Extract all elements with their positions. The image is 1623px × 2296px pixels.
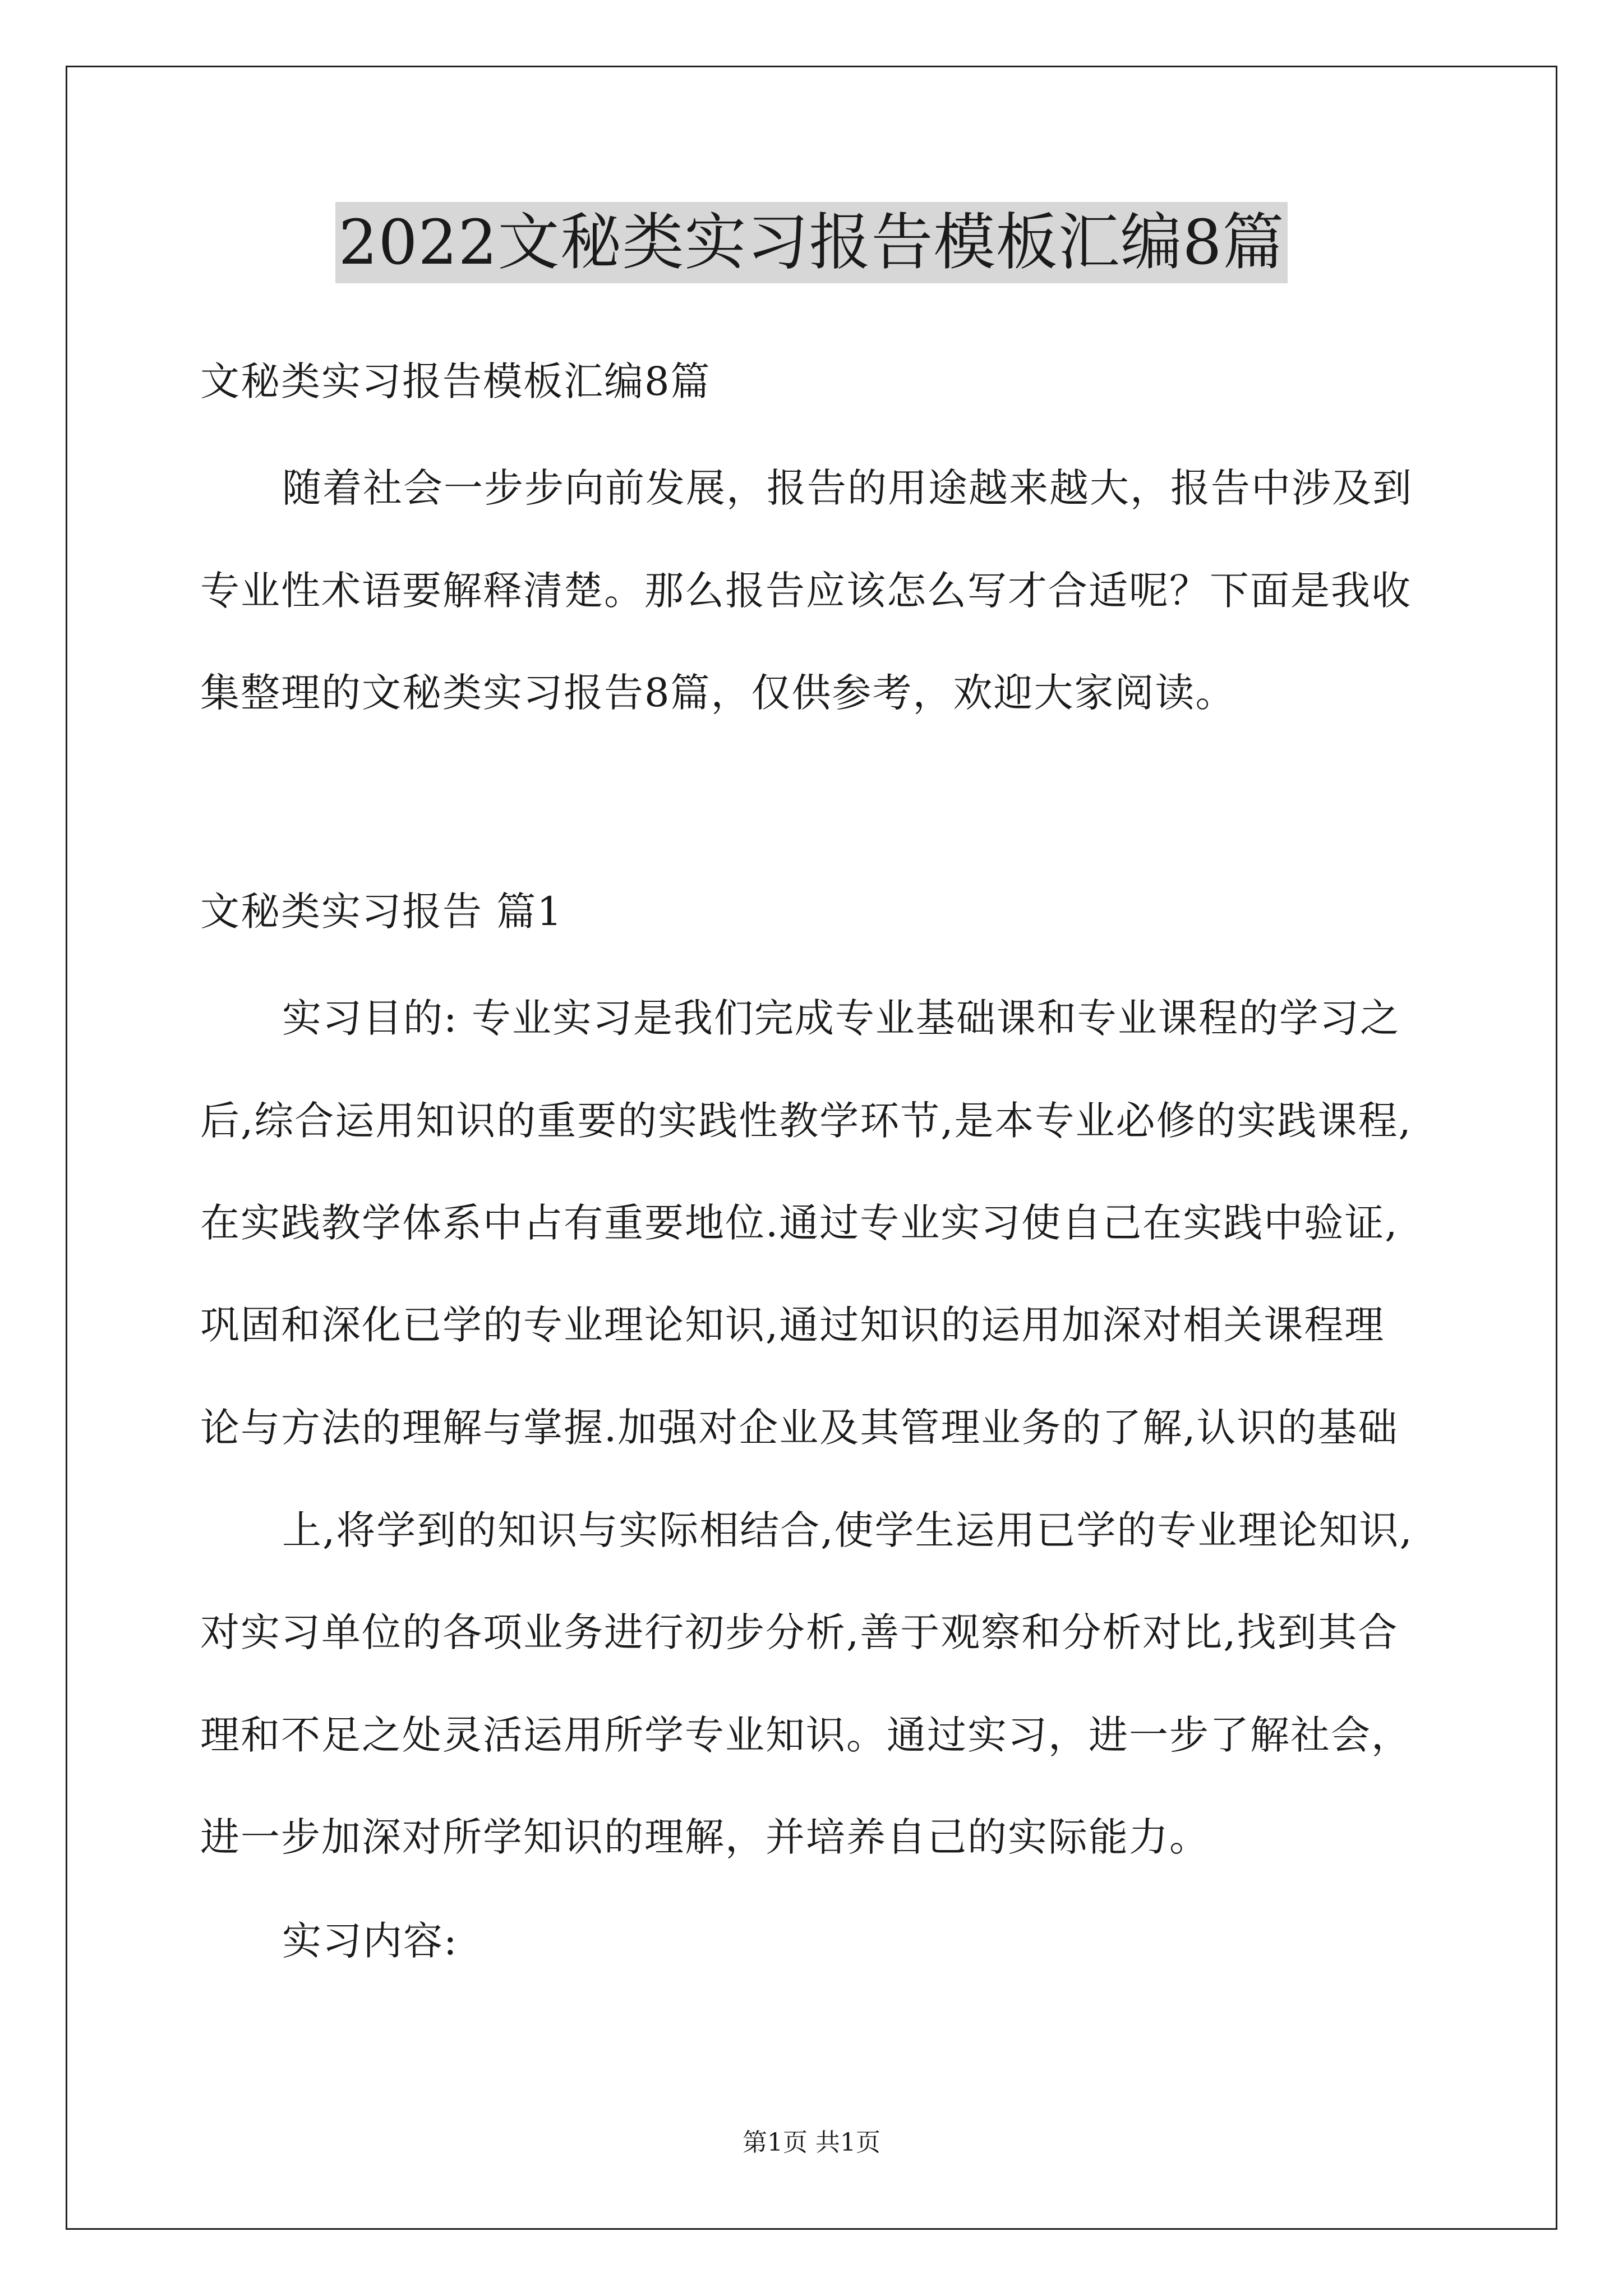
intro-line-2: 专业性术语要解释清楚。那么报告应该怎么写才合适呢？下面是我收	[200, 568, 1412, 614]
purpose-cont-line-1: 上,将学到的知识与实际相结合,使学生运用已学的专业理论知识,	[282, 1507, 1413, 1553]
purpose-line-1: 实习目的: 专业实习是我们完成专业基础课和专业课程的学习之	[282, 995, 1400, 1041]
purpose-line-3: 在实践教学体系中占有重要地位.通过专业实习使自己在实践中验证,	[200, 1200, 1399, 1246]
section-heading: 文秘类实习报告 篇1	[200, 889, 563, 935]
purpose-cont-line-2: 对实习单位的各项业务进行初步分析,善于观察和分析对比,找到其合	[200, 1609, 1399, 1655]
title-container	[0, 202, 1623, 283]
document-title: 2022文秘类实习报告模板汇编8篇	[335, 202, 1288, 283]
intro-line-3: 集整理的文秘类实习报告8篇，仅供参考，欢迎大家阅读。	[200, 670, 1236, 716]
purpose-line-4: 巩固和深化已学的专业理论知识,通过知识的运用加深对相关课程理	[200, 1302, 1385, 1348]
purpose-cont-line-3: 理和不足之处灵活运用所学专业知识。通过实习，进一步了解社会，	[200, 1712, 1412, 1758]
intro-line-1: 随着社会一步步向前发展，报告的用途越来越大，报告中涉及到	[282, 465, 1413, 511]
purpose-line-5: 论与方法的理解与掌握.加强对企业及其管理业务的了解,认识的基础	[200, 1405, 1399, 1451]
purpose-cont-line-4: 进一步加深对所学知识的理解，并培养自己的实际能力。	[200, 1814, 1210, 1860]
page-footer: 第1页 共1页	[743, 2128, 880, 2157]
content-label: 实习内容:	[282, 1918, 458, 1964]
purpose-line-2: 后,综合运用知识的重要的实践性教学环节,是本专业必修的实践课程,	[200, 1098, 1412, 1144]
subtitle: 文秘类实习报告模板汇编8篇	[200, 358, 711, 404]
